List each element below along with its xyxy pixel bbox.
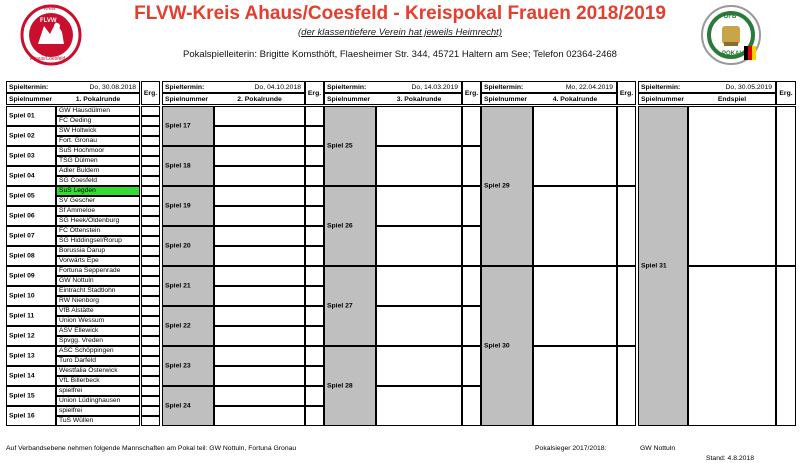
match-label [162,306,214,346]
result-cell[interactable] [141,246,160,256]
team-cell: Borussia Darup [56,246,140,256]
result-cell[interactable] [462,266,481,306]
team-slot [688,266,776,426]
team-slot [688,106,776,266]
erg-label: Erg. [619,90,634,97]
match-label [6,406,56,426]
result-cell[interactable] [141,116,160,126]
match-label [6,346,56,366]
team-cell: SV Gescher [56,196,140,206]
result-cell[interactable] [141,386,160,396]
team-cell: FC Ottenstein [56,226,140,236]
result-cell[interactable] [305,166,324,186]
logo-text-top: Kreis [44,6,56,12]
result-cell[interactable] [141,176,160,186]
round-name: 4. Pokalrunde [552,96,598,103]
match-number: Spiel 14 [9,372,35,380]
team-slot [376,106,462,146]
result-cell[interactable] [141,316,160,326]
team-cell: RW Nienborg [56,296,140,306]
result-cell[interactable] [305,266,324,286]
team-cell: SG Heek/Oldenburg [56,216,140,226]
team-cell: SG Coesfeld [56,176,140,186]
result-header [617,81,636,105]
match-number: Spiel 19 [165,202,191,210]
round-date: Do, 30.05.2019 [725,84,772,91]
erg-label: Erg. [143,90,158,97]
team-cell: SuS Legden [56,186,140,196]
spielnummer-label: Spielnummer [9,96,53,103]
match-label [162,186,214,226]
match-label [6,246,56,266]
result-header [462,81,481,105]
result-cell[interactable] [462,346,481,386]
spieltermin-label: Spieltermin: [165,84,205,91]
match-number: Spiel 01 [9,112,35,120]
result-cell[interactable] [141,216,160,226]
spielnummer-label: Spielnummer [327,96,371,103]
team-slot [214,146,305,166]
result-cell[interactable] [141,296,160,306]
result-cell[interactable] [776,106,796,266]
team-slot [214,266,305,286]
spielnummer-label: Spielnummer [484,96,528,103]
round-name: 3. Pokalrunde [396,96,442,103]
match-number: Spiel 10 [9,292,35,300]
match-number: Spiel 22 [165,322,191,330]
match-label [6,226,56,246]
team-slot [214,406,305,426]
result-cell[interactable] [141,186,160,196]
team-cell: spielfrei [56,406,140,416]
team-slot [376,386,462,426]
team-slot [214,226,305,246]
result-cell[interactable] [141,196,160,206]
match-number: Spiel 28 [327,382,353,390]
match-label [6,106,56,126]
result-cell[interactable] [305,206,324,226]
team-slot [214,246,305,266]
team-cell: spielfrei [56,386,140,396]
result-cell[interactable] [141,236,160,246]
result-cell[interactable] [141,106,160,116]
result-header [141,81,160,105]
cup-leader-contact: Pokalspielleiterin: Brigitte Komsthöft, Flaesheimer Str. 344, 45721 Haltern am See; Telefon 02364-2468 [183,49,617,60]
match-label [6,186,56,206]
match-number: Spiel 30 [484,342,510,350]
match-number: Spiel 17 [165,122,191,130]
result-cell[interactable] [141,336,160,346]
stand-date: Stand: 4.8.2018 [706,455,754,462]
result-cell[interactable] [305,246,324,266]
result-cell[interactable] [141,156,160,166]
result-cell[interactable] [462,146,481,186]
match-number: Spiel 04 [9,172,35,180]
match-label [6,146,56,166]
match-label [162,386,214,426]
result-cell[interactable] [141,406,160,416]
match-number: Spiel 18 [165,162,191,170]
spielnummer-label: Spielnummer [641,96,685,103]
result-cell[interactable] [305,306,324,326]
team-slot [376,146,462,186]
result-cell[interactable] [141,126,160,136]
team-slot [214,346,305,366]
result-cell[interactable] [617,266,636,346]
team-cell: TSG Dülmen [56,156,140,166]
team-slot [533,186,617,266]
match-number: Spiel 16 [9,412,35,420]
team-cell: SG Hiddingsel/Rorup [56,236,140,246]
team-cell: ASC Schöppingen [56,346,140,356]
footer-note: Auf Verbandsebene nehmen folgende Mannschaften am Pokal teil: GW Nottuln, Fortuna Gronau [6,445,297,452]
result-cell[interactable] [141,346,160,356]
round-date: Mo, 22.04.2019 [565,84,613,91]
round-date: Do, 30.08.2018 [89,84,136,91]
team-cell: Sf Ammeloe [56,206,140,216]
match-number: Spiel 03 [9,152,35,160]
match-label [324,186,376,266]
match-label [6,386,56,406]
erg-label: Erg. [464,90,479,97]
erg-label: Erg. [779,90,793,97]
match-number: Spiel 24 [165,402,191,410]
team-slot [533,346,617,426]
spieltermin-label: Spieltermin: [327,84,367,91]
team-cell: Fort. Gronau [56,136,140,146]
team-slot [214,366,305,386]
match-label [6,206,56,226]
team-cell: Union Wessum [56,316,140,326]
result-cell[interactable] [305,346,324,366]
round-date: Do, 04.10.2018 [254,84,301,91]
result-cell[interactable] [141,166,160,176]
match-label [324,106,376,186]
match-label [481,266,533,426]
result-cell[interactable] [141,266,160,276]
result-cell[interactable] [462,226,481,266]
match-number: Spiel 08 [9,252,35,260]
result-cell[interactable] [305,146,324,166]
match-number: Spiel 27 [327,302,353,310]
spielnummer-label: Spielnummer [165,96,209,103]
result-cell[interactable] [141,146,160,156]
team-cell: Westfalia Osterwick [56,366,140,376]
result-cell[interactable] [305,186,324,206]
spieltermin-label: Spieltermin: [641,84,681,91]
result-cell[interactable] [462,106,481,146]
team-cell: Vorwärts Epe [56,256,140,266]
team-cell: SW Holtwick [56,126,140,136]
team-cell: FC Oeding [56,116,140,126]
match-label [324,346,376,426]
team-cell: Union Lüdinghausen [56,396,140,406]
spieltermin-label: Spieltermin: [9,84,49,91]
result-cell[interactable] [141,136,160,146]
team-cell: SuS Hochmoor [56,146,140,156]
match-number: Spiel 12 [9,332,35,340]
round-name-header [324,93,462,105]
match-label [6,266,56,286]
result-cell[interactable] [141,276,160,286]
subtitle: (der klassentiefere Verein hat jeweils Heimrecht) [298,27,502,38]
team-cell: GW Nottuln [56,276,140,286]
result-cell[interactable] [462,386,481,426]
result-cell[interactable] [617,346,636,426]
team-cell: Fortuna Seppenrade [56,266,140,276]
team-slot [214,386,305,406]
result-cell[interactable] [305,386,324,406]
result-cell[interactable] [141,356,160,366]
result-header [305,81,324,105]
logo-letters: FLVW [40,18,57,24]
erg-label: Erg. [307,90,322,97]
team-slot [214,126,305,146]
result-cell[interactable] [141,306,160,316]
match-number: Spiel 26 [327,222,353,230]
match-label [324,266,376,346]
team-cell: Spvgg. Vreden [56,336,140,346]
result-cell[interactable] [141,326,160,336]
team-slot [214,166,305,186]
match-number: Spiel 20 [165,242,191,250]
team-slot [214,286,305,306]
round-date-header [481,81,617,93]
team-slot [533,266,617,346]
match-number: Spiel 11 [9,312,35,320]
round-name-header [162,93,305,105]
round-date-header [324,81,462,93]
result-cell[interactable] [305,126,324,146]
match-number: Spiel 23 [165,362,191,370]
team-slot [214,206,305,226]
result-cell[interactable] [305,286,324,306]
team-slot [376,346,462,386]
round-name-header [6,93,140,105]
match-number: Spiel 02 [9,132,35,140]
dfb-pokal-logo [700,4,762,66]
result-cell[interactable] [617,186,636,266]
spieltermin-label: Spieltermin: [484,84,524,91]
match-number: Spiel 07 [9,232,35,240]
team-cell: Adler Buldern [56,166,140,176]
team-slot [376,266,462,306]
match-label [6,366,56,386]
team-cell: Eintracht Stadtlohn [56,286,140,296]
result-cell[interactable] [776,266,796,426]
match-label [162,146,214,186]
result-cell[interactable] [141,256,160,266]
match-label [481,106,533,266]
result-cell[interactable] [141,226,160,236]
team-cell: VfL Billerbeck [56,376,140,386]
team-slot [214,186,305,206]
round-name-header [638,93,776,105]
match-label [6,306,56,326]
result-cell[interactable] [305,106,324,126]
pokal-text: POKAL [722,51,743,57]
result-header [776,81,796,105]
match-number: Spiel 21 [165,282,191,290]
match-number: Spiel 05 [9,192,35,200]
dfb-text: DFB [724,14,737,20]
round-name: 2. Pokalrunde [237,96,282,103]
page-title: FLVW-Kreis Ahaus/Coesfeld - Kreispokal Frauen 2018/2019 [134,3,666,24]
round-name-header [481,93,617,105]
result-cell[interactable] [141,416,160,426]
match-label [638,106,688,426]
winner-value: GW Nottuln [640,445,676,452]
round-date-header [162,81,305,93]
team-cell: GW Hausdülmen [56,106,140,116]
result-cell[interactable] [141,286,160,296]
match-number: Spiel 13 [9,352,35,360]
match-label [162,106,214,146]
result-cell[interactable] [617,106,636,186]
result-cell[interactable] [141,376,160,386]
team-slot [376,306,462,346]
round-name: Endspiel [717,96,747,103]
match-number: Spiel 06 [9,212,35,220]
flvw-logo [20,4,82,66]
result-cell[interactable] [305,406,324,426]
match-number: Spiel 31 [641,262,667,270]
match-number: Spiel 09 [9,272,35,280]
team-slot [214,326,305,346]
result-cell[interactable] [141,206,160,216]
round-date: Do, 14.03.2019 [411,84,458,91]
team-slot [376,186,462,226]
winner-label: Pokalsieger 2017/2018: [535,445,607,452]
match-label [162,266,214,306]
result-cell[interactable] [141,396,160,406]
team-cell: VfB Alstätte [56,306,140,316]
result-cell[interactable] [305,366,324,386]
match-label [6,326,56,346]
team-slot [533,106,617,186]
round-date-header [638,81,776,93]
logo-text-bottom: Ahaus/Coesfeld [30,56,66,62]
team-cell: Turo Darfeld [56,356,140,366]
match-label [6,126,56,146]
match-number: Spiel 15 [9,392,35,400]
team-cell: ASV Ellewick [56,326,140,336]
match-number: Spiel 29 [484,182,510,190]
team-slot [214,106,305,126]
match-label [162,226,214,266]
round-date-header [6,81,140,93]
result-cell[interactable] [462,306,481,346]
match-label [162,346,214,386]
round-name: 1. Pokalrunde [75,96,121,103]
result-cell[interactable] [305,226,324,246]
team-slot [376,226,462,266]
result-cell[interactable] [462,186,481,226]
match-label [6,286,56,306]
team-slot [214,306,305,326]
match-number: Spiel 25 [327,142,353,150]
team-cell: TuS Wüllen [56,416,140,426]
match-label [6,166,56,186]
result-cell[interactable] [305,326,324,346]
result-cell[interactable] [141,366,160,376]
